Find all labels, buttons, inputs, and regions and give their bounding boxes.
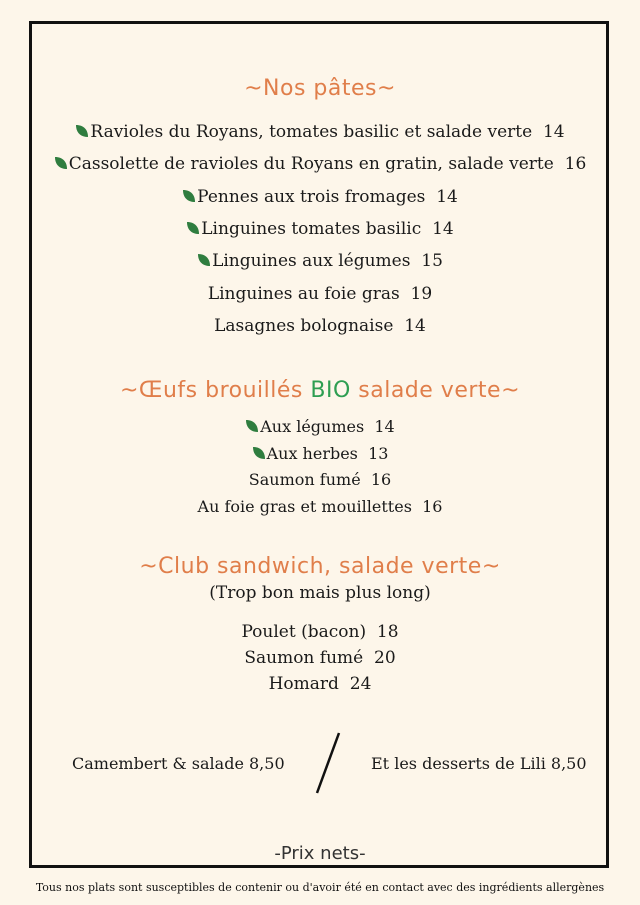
menu-item (0, 674, 640, 694)
leaf-icon (197, 253, 211, 267)
menu-item-price: 15 (421, 251, 443, 272)
menu-item-label: Ravioles du Royans, tomates basilic et salade verte (90, 122, 533, 142)
menu-item-label: Poulet (bacon) (241, 622, 367, 642)
leaf-icon (186, 221, 200, 235)
menu-item (0, 648, 640, 668)
menu-item-label: Cassolette de ravioles du Royans en gratin, salade verte (68, 154, 554, 175)
section-title-pates: ~Nos pâtes~ (244, 76, 396, 101)
menu-item-label: Au foie gras et mouillettes (197, 496, 412, 516)
menu-item-price: 16 (370, 470, 392, 489)
menu-item-price: 19 (410, 283, 433, 304)
oeufs-title-suffix: salade verte~ (350, 378, 520, 403)
menu-item-label: Linguines aux légumes (212, 251, 411, 272)
menu-item-price: 20 (374, 648, 396, 668)
menu-item-price: 13 (368, 443, 389, 463)
menu-item-label: Saumon fumé (244, 648, 364, 668)
menu-item-price: 24 (349, 674, 372, 694)
section-title-club: ~Club sandwich, salade verte~ (139, 554, 501, 579)
oeufs-title-prefix: ~Œufs brouillés (120, 378, 311, 403)
menu-item-label: Saumon fumé (248, 470, 361, 489)
menu-item-price: 14 (542, 122, 565, 142)
menu-item (0, 622, 640, 642)
menu-item-price: 14 (404, 315, 426, 336)
menu-item-price: 14 (374, 417, 395, 436)
menu-item-label: Pennes aux trois fromages (197, 186, 426, 207)
menu-item-price: 14 (432, 218, 454, 239)
extra-desserts: Et les desserts de Lili 8,50 (371, 754, 587, 773)
bio-label: BIO (310, 378, 351, 403)
menu-item-price: 16 (564, 154, 587, 175)
allergen-footer: Tous nos plats sont susceptibles de contenir ou d'avoir été en contact avec des ingrédients allergènes (35, 881, 605, 894)
menu-item (0, 497, 640, 517)
menu-item (0, 417, 640, 437)
menu-item-label: Lasagnes bolognaise (214, 315, 394, 336)
menu-item (0, 122, 640, 142)
menu-item-price: 16 (422, 496, 443, 516)
menu-item (0, 470, 640, 490)
leaf-icon (182, 189, 196, 203)
club-note: (Trop bon mais plus long) (209, 583, 431, 603)
menu-item (0, 316, 640, 336)
extra-camembert: Camembert & salade 8,50 (72, 754, 285, 773)
section-title-oeufs (0, 378, 640, 403)
menu-item-price: 14 (436, 186, 458, 207)
leaf-icon (54, 156, 68, 170)
menu-item (0, 187, 640, 207)
menu-item-label: Aux herbes (266, 443, 358, 463)
menu-item (0, 284, 640, 304)
leaf-icon (245, 419, 259, 433)
menu-item-label: Linguines tomates basilic (201, 218, 422, 239)
menu-item-label: Linguines au foie gras (207, 283, 400, 304)
menu-item (0, 154, 640, 174)
menu-item (0, 219, 640, 239)
divider-slash (312, 730, 344, 796)
prices-note: -Prix nets- (274, 843, 366, 864)
menu-item (0, 444, 640, 464)
menu-item (0, 251, 640, 271)
menu-item-label: Homard (268, 674, 339, 694)
leaf-icon (75, 124, 89, 138)
menu-item-price: 18 (376, 622, 399, 642)
leaf-icon (252, 446, 266, 460)
menu-item-label: Aux légumes (260, 417, 365, 436)
